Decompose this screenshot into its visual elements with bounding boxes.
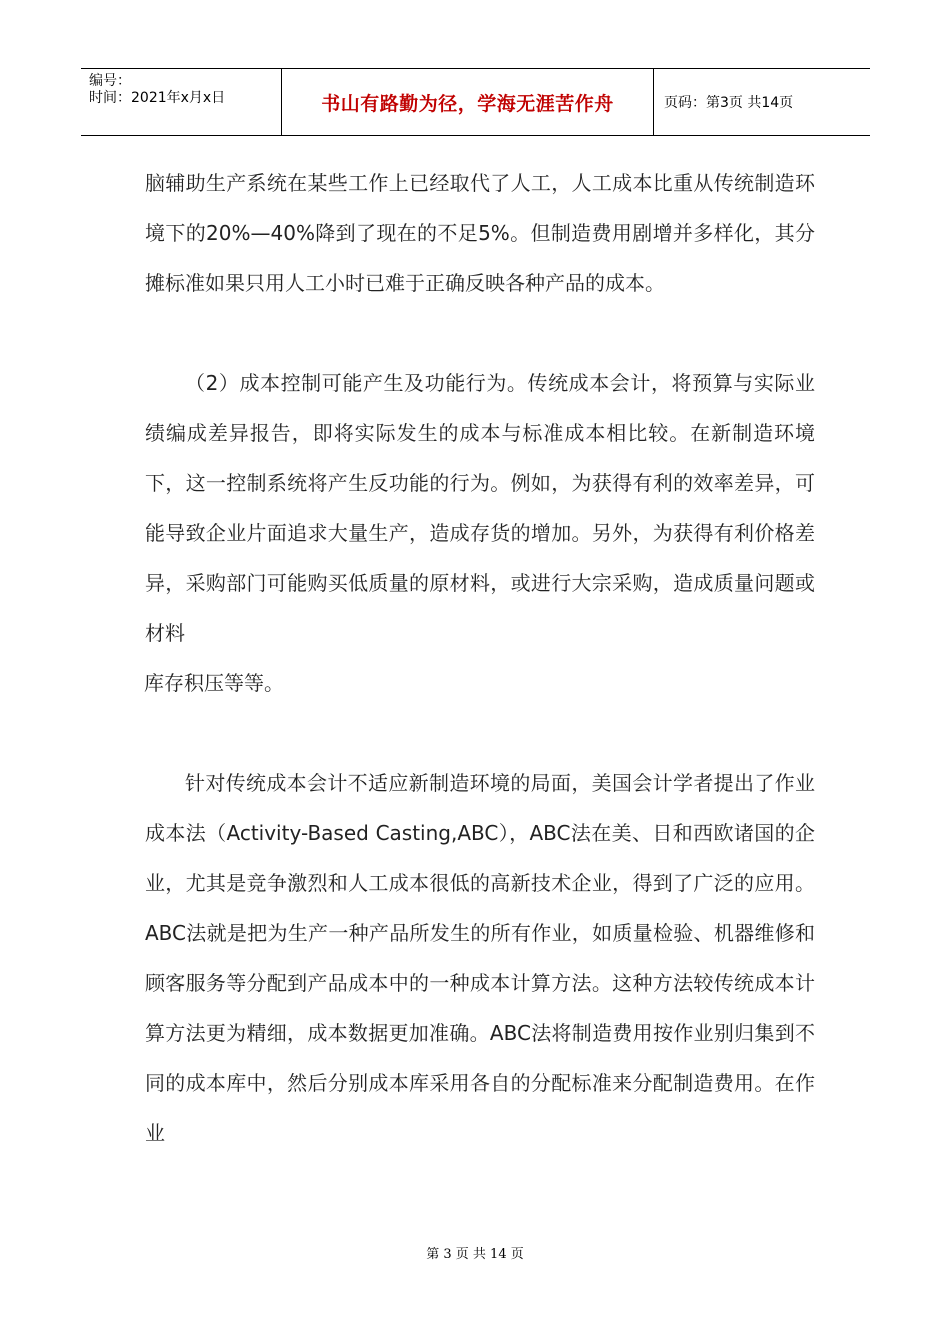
paragraph-2-tail: 库存积压等等。 [144,671,284,695]
paragraph-1: 脑辅助生产系统在某些工作上已经取代了人工，人工成本比重从传统制造环境下的20%—40%降到了现在的不足5%。但制造费用剧增并多样化，其分摊标准如果只用人工小时已难于正确反映各种产品的成本。 [145,171,815,295]
paragraph-2: （2）成本控制可能产生及功能行为。传统成本会计，将预算与实际业绩编成差异报告，即将实际发生的成本与标准成本相比较。在新制造环境下，这一控制系统将产生反功能的行为。例如，为获得有利的效率差异，可能导致企业片面追求大量生产，造成存货的增加。另外，为获得有利价格差异，采购部门可能购买低质量的原材料，或进行大宗采购，造成质量问题或材料 [145,371,815,645]
serial-number-label: 编号： [89,73,131,89]
header-meta [81,69,281,135]
page-footer: 第 3 页 共 14 页 [426,1247,524,1262]
page-header [81,68,870,136]
document-body [145,158,815,1158]
header-page-info: 页码：第3页 共14页 [664,95,794,111]
paragraph-3: 针对传统成本会计不适应新制造环境的局面，美国会计学者提出了作业成本法（Activity-Based Casting,ABC），ABC法在美、日和西欧诸国的企业，尤其是竞争激烈和人工成本很低的高新技术企业，得到了广泛的应用。ABC法就是把为生产一种产品所发生的所有作业，如质量检验、机器维修和顾客服务等分配到产品成本中的一种成本计算方法。这种方法较传统成本计算方法更为精细，成本数据更加准确。ABC法将制造费用按作业别归集到不同的成本库中，然后分别成本库采用各自的分配标准来分配制造费用。在作业 [145,771,815,1145]
date-label: 时间：2021年x月x日 [89,90,226,106]
header-motto: 书山有路勤为径，学海无涯苦作舟 [281,69,654,135]
